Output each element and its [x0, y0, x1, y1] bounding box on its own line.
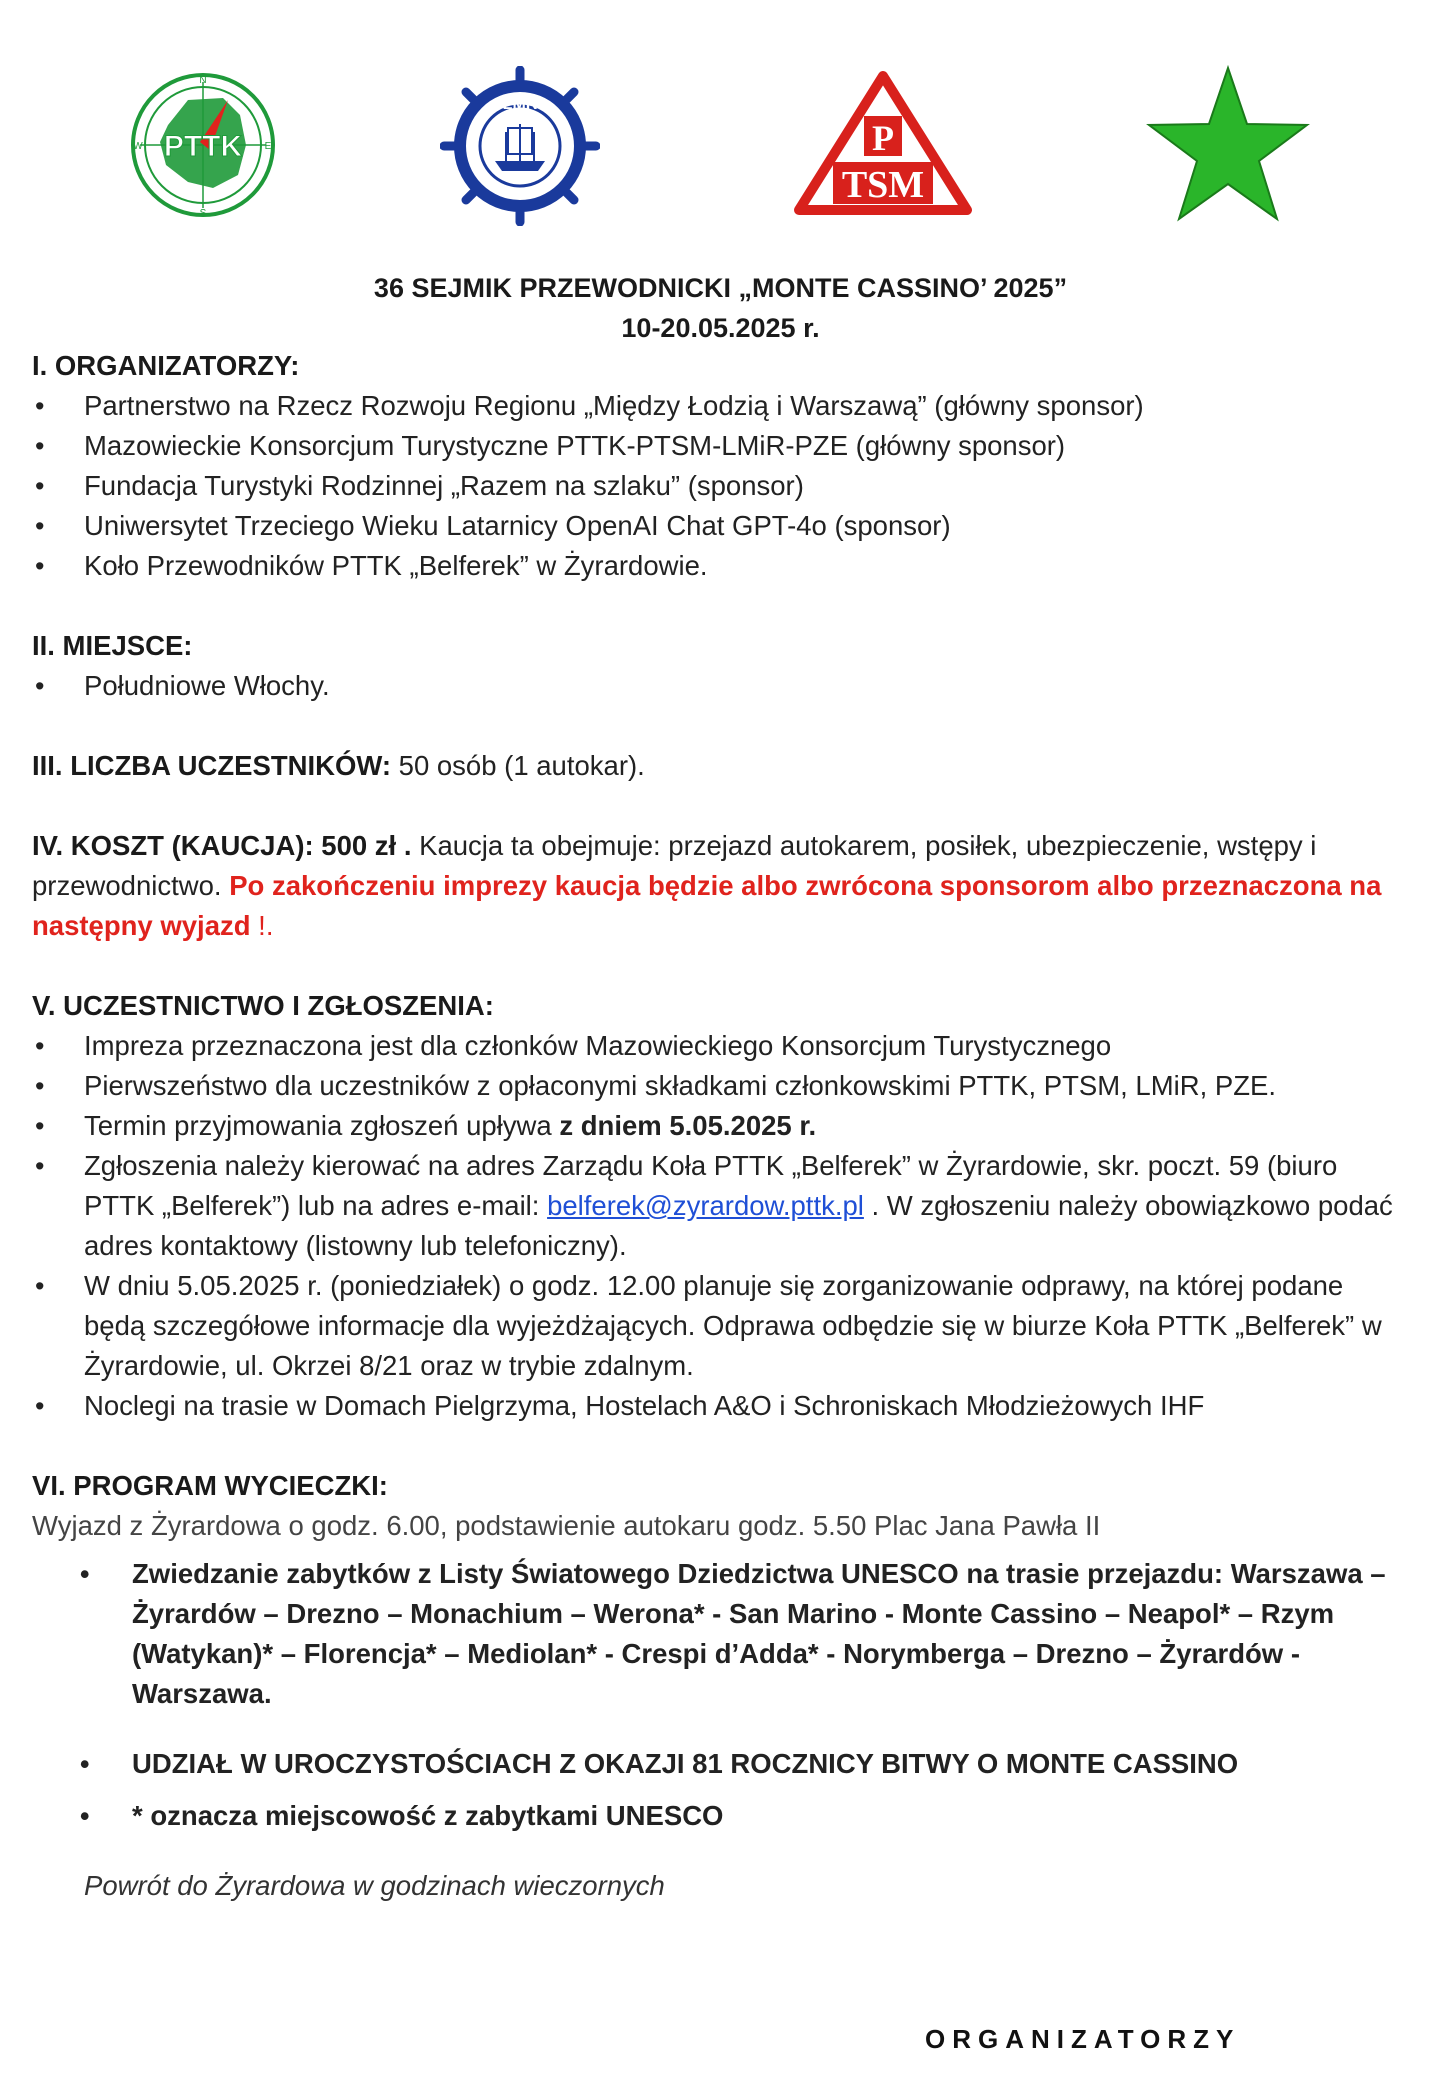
svg-text:N: N: [199, 75, 207, 86]
svg-text:P: P: [872, 118, 894, 158]
svg-text:W: W: [133, 141, 143, 152]
list-item: • Południowe Włochy.: [32, 666, 1412, 706]
lmr-logo: [440, 66, 600, 226]
list-item: • W dniu 5.05.2025 r. (poniedziałek) o godz. 12.00 planuje się zorganizowanie odprawy, na której podane będą szczegółowe informacje dla wyjeżdżających. Odprawa odbędzie się w biurze Koła PTTK „Belferek” w Żyrardowie, ul. Okrzei 8/21 oraz w trybie zdalnym.: [32, 1266, 1412, 1386]
organizers-list: [32, 386, 1412, 586]
cost-warning: Po zakończeniu imprezy kaucja będzie albo zwrócona sponsorom albo przeznaczona na następny wyjazd: [32, 870, 1382, 941]
signature: ORGANIZATORZY: [925, 2024, 1241, 2054]
list-item: • Pierwszeństwo dla uczestników z opłaconymi składkami członkowskimi PTTK, PTSM, LMiR, PZE.: [32, 1066, 1412, 1106]
list-item: • Mazowieckie Konsorcjum Turystyczne PTTK-PTSM-LMiR-PZE (główny sponsor): [32, 426, 1412, 466]
ptsm-logo: [793, 70, 973, 215]
list-item: • Termin przyjmowania zgłoszeń upływa z dniem 5.05.2025 r.: [32, 1106, 1412, 1146]
list-item: • Zwiedzanie zabytków z Listy Światowego Dziedzictwa UNESCO na trasie przejazdu: Warszawa – Żyrardów – Drezno – Monachium – Werona* - San Marino - Monte Cassino – Neapol* – Rzym (Watykan)* – Florencja* – Mediolan* - Crespi d’Adda* - Norymberga – Drezno – Żyrardów - Warszawa.: [32, 1554, 1412, 1714]
document-title: 36 SEJMIK PRZEWODNICKI „MONTE CASSINO’ 2025”: [373, 273, 1068, 303]
green-star-logo: [1143, 64, 1313, 224]
pttk-logo: [128, 70, 278, 220]
program-list: [32, 1554, 1412, 1836]
list-item: • Noclegi na trasie w Domach Pielgrzyma, Hostelach A&O i Schroniskach Młodzieżowych IHF: [32, 1386, 1412, 1426]
participants-heading: III. LICZBA UCZESTNIKÓW:: [32, 750, 392, 781]
document-dates: 10-20.05.2025 r.: [621, 313, 820, 343]
email-link[interactable]: belferek@zyrardow.pttk.pl: [547, 1190, 864, 1221]
list-item: • Impreza przeznaczona jest dla członków Mazowieckiego Konsorcjum Turystycznego: [32, 1026, 1412, 1066]
cost-text: Kaucja ta obejmuje: przejazd autokarem, posiłek, ubezpieczenie, wstępy i przewodnictwo.: [32, 830, 1317, 901]
registration-heading: V. UCZESTNICTWO I ZGŁOSZENIA:: [32, 990, 494, 1021]
cost-warning-tail: !.: [250, 910, 274, 941]
list-item: • Uniwersytet Trzeciego Wieku Latarnicy OpenAI Chat GPT-4o (sponsor): [32, 506, 1412, 546]
program-departure: Wyjazd z Żyrardowa o godz. 6.00, podstawienie autokaru godz. 5.50 Plac Jana Pawła II: [32, 1510, 1101, 1541]
program-return: Powrót do Żyrardowa w godzinach wieczornych: [84, 1870, 665, 1901]
place-heading: II. MIEJSCE:: [32, 630, 193, 661]
list-item: • UDZIAŁ W UROCZYSTOŚCIACH Z OKAZJI 81 ROCZNICY BITWY O MONTE CASSINO: [32, 1744, 1412, 1784]
logo-row: [0, 62, 1441, 232]
pttk-logo-text: PTTK: [163, 130, 243, 163]
program-heading: VI. PROGRAM WYCIECZKI:: [32, 1470, 388, 1501]
svg-text:E: E: [264, 141, 272, 152]
cost-paragraph: [32, 826, 1412, 946]
svg-text:TSM: TSM: [841, 164, 925, 206]
registration-list: [32, 1026, 1412, 1426]
list-item: • Koło Przewodników PTTK „Belferek” w Żyrardowie.: [32, 546, 1412, 586]
list-item: • Zgłoszenia należy kierować na adres Zarządu Koła PTTK „Belferek” w Żyrardowie, skr. poczt. 59 (biuro PTTK „Belferek”) lub na adres e-mail: belferek@zyrardow.pttk.pl . W zgłoszeniu należy obowiązkowo podać adres kontaktowy (listowny lub telefoniczny).: [32, 1146, 1412, 1266]
cost-heading: IV. KOSZT (KAUCJA): 500 zł .: [32, 830, 412, 861]
list-item: • Fundacja Turystyki Rodzinnej „Razem na szlaku” (sponsor): [32, 466, 1412, 506]
svg-text:S: S: [199, 208, 207, 219]
title-block: [0, 268, 1441, 348]
participants-text: 50 osób (1 autokar).: [391, 750, 645, 781]
participants-line: [32, 746, 1412, 786]
document-body: [32, 346, 1412, 1906]
lmr-logo-text: LMR: [502, 96, 538, 113]
place-list: [32, 666, 1412, 706]
list-item: • Partnerstwo na Rzecz Rozwoju Regionu „Między Łodzią i Warszawą” (główny sponsor): [32, 386, 1412, 426]
deadline-date: z dniem 5.05.2025 r.: [559, 1110, 817, 1141]
list-item: • * oznacza miejscowość z zabytkami UNESCO: [32, 1796, 1412, 1836]
organizers-heading: I. ORGANIZATORZY:: [32, 350, 300, 381]
